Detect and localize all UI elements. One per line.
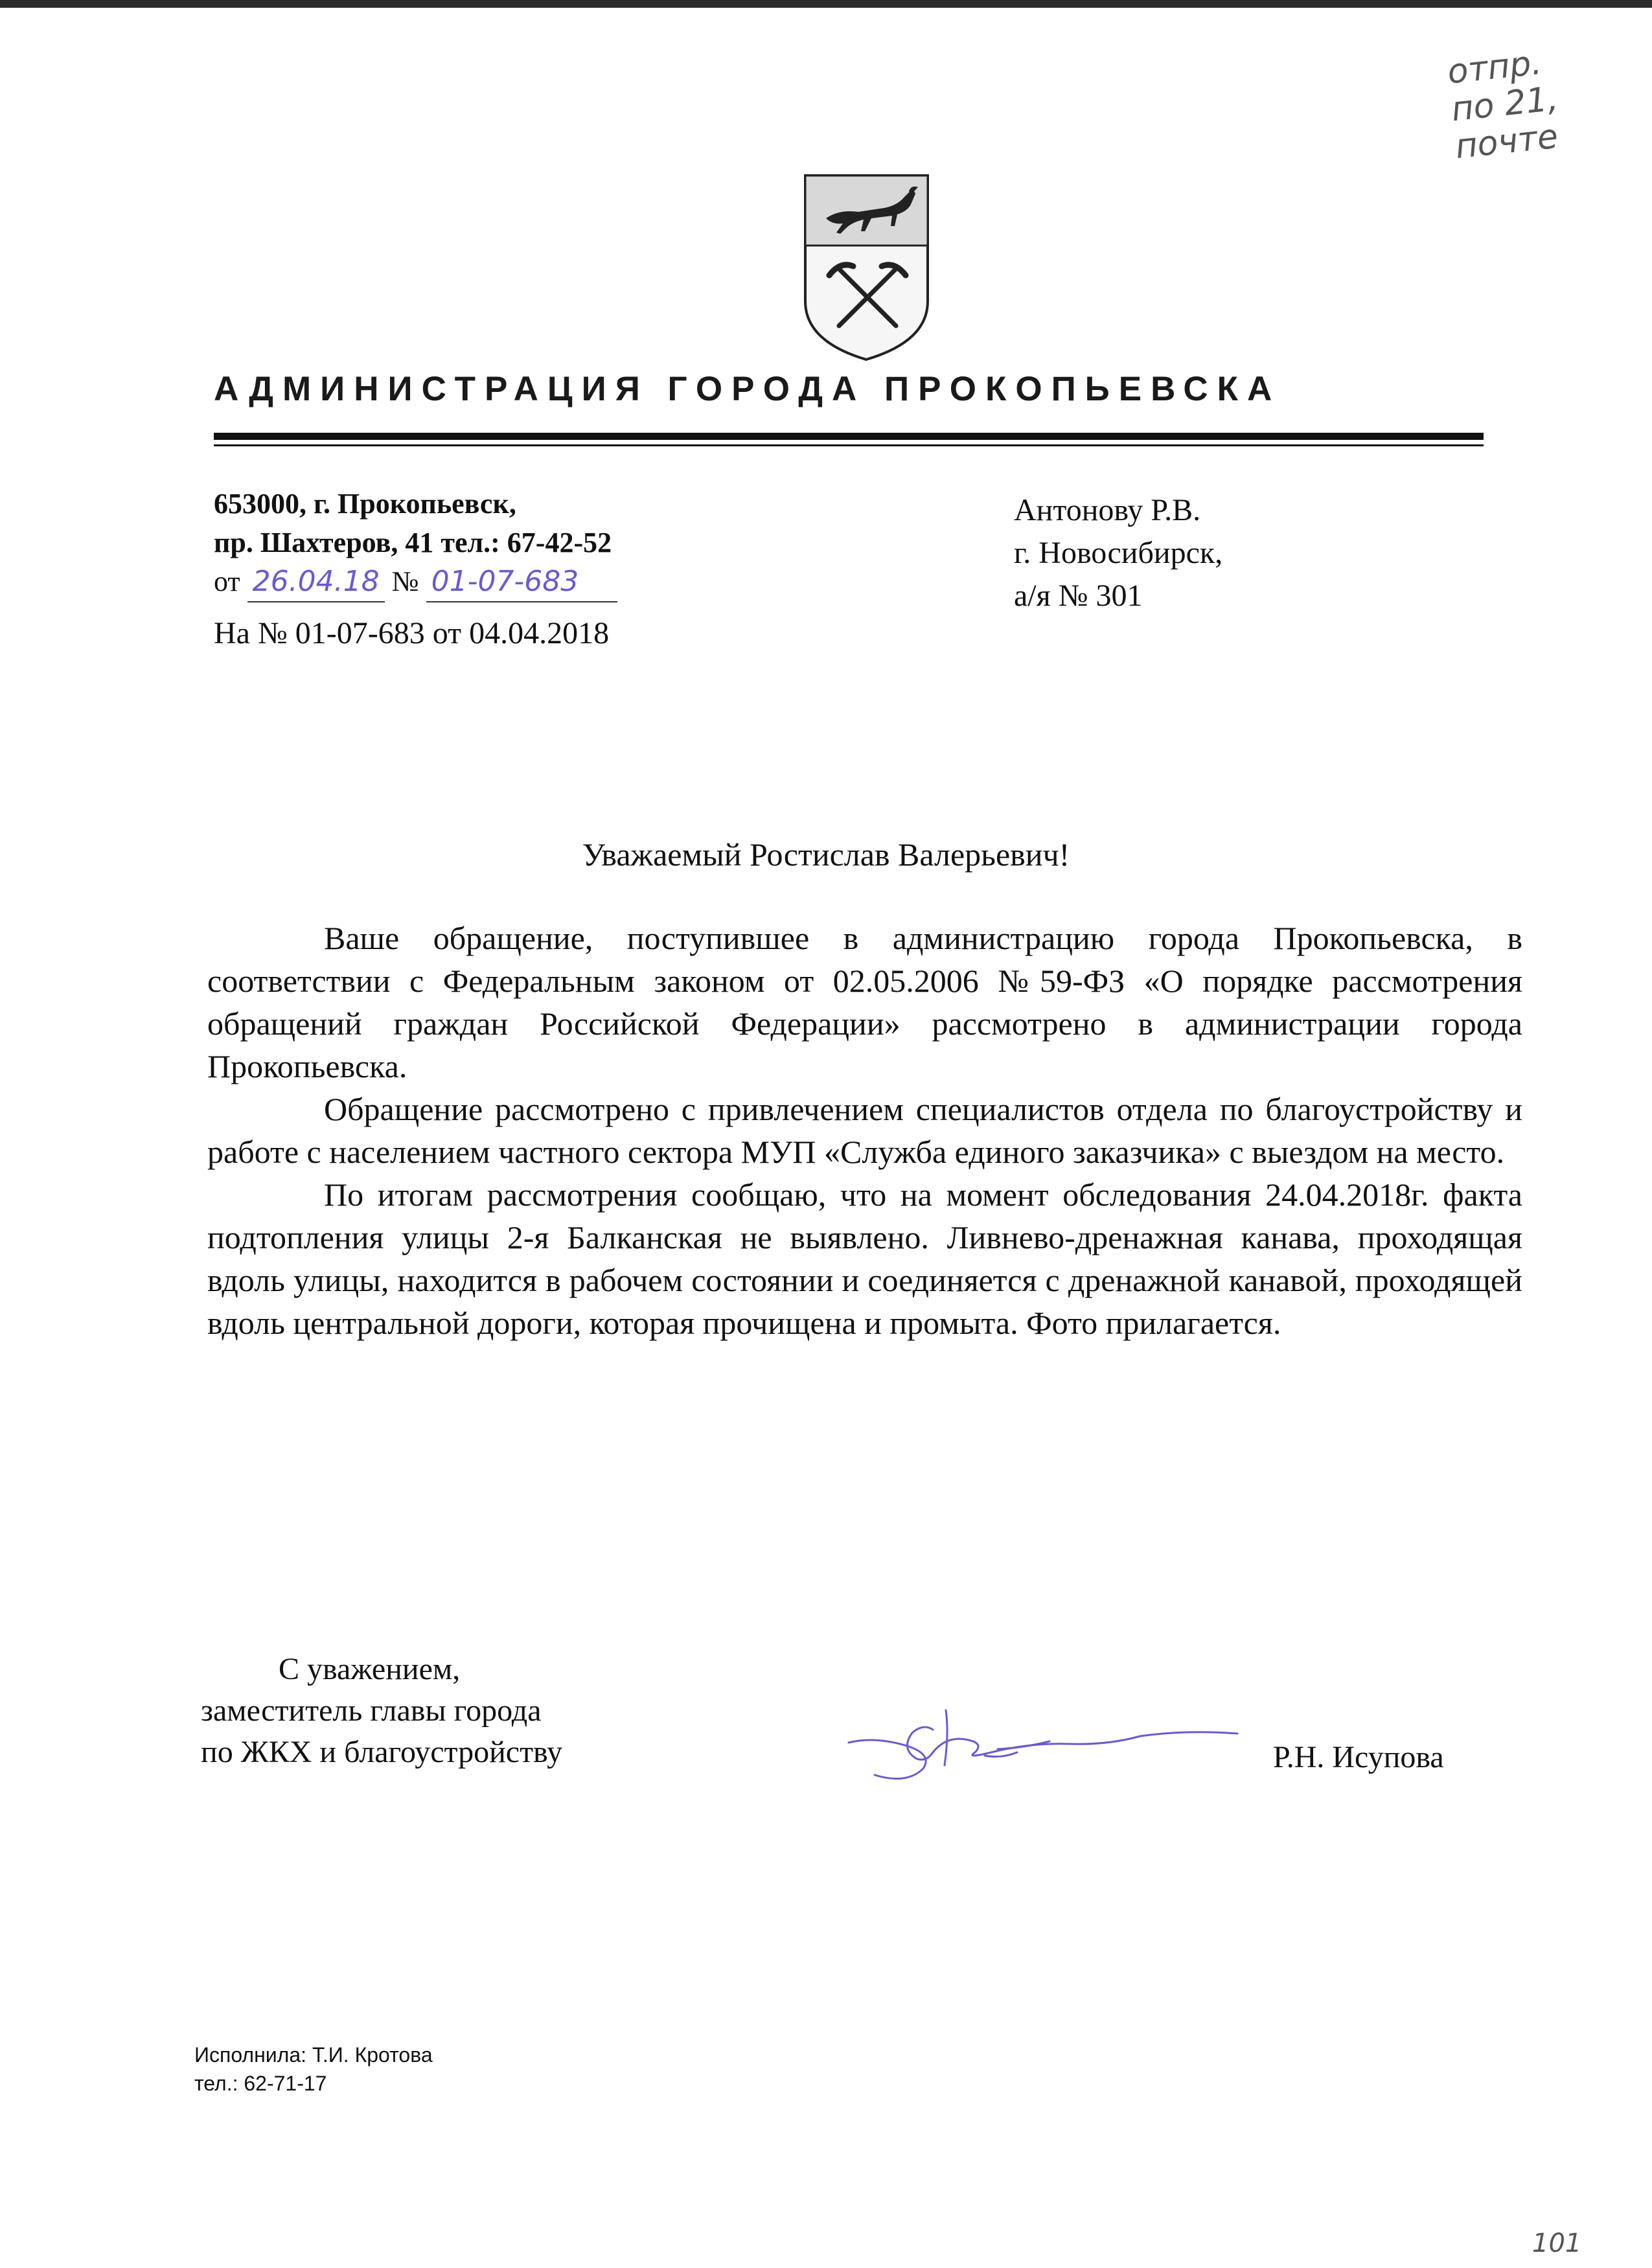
sender-address-line: 653000, г. Прокопьевск, (214, 488, 516, 520)
header-rule-thin (214, 444, 1484, 446)
body-paragraph: Ваше обращение, поступившее в администрацию города Прокопьевска, в соответствии с Федеральным законом от 02.05.2006 №59-ФЗ «О порядке рассмотрения обращений граждан Российской Федерации» рассмотрено в администрации города Прокопьевска. (207, 920, 1522, 1084)
handwritten-date: 26.04.18 (247, 562, 385, 602)
sender-address-phone-line: пр. Шахтеров, 41 тел.: 67-42-52 (214, 527, 612, 558)
signer-position: по ЖКХ и благоустройству (201, 1735, 563, 1769)
handwritten-signature (836, 1697, 1250, 1794)
letter-body (207, 917, 1522, 1344)
addressee-city: г. Новосибирск, (1014, 536, 1223, 570)
executor-block (194, 2041, 433, 2098)
executor-phone: тел.: 62-71-17 (194, 2072, 327, 2095)
organization-title: АДМИНИСТРАЦИЯ ГОРОДА ПРОКОПЬЕВСКА (214, 370, 1281, 408)
closing-regards: С уважением, (279, 1652, 461, 1686)
corner-note-line: отпр. (1445, 43, 1544, 92)
addressee-block (1014, 489, 1222, 617)
body-paragraph: Обращение рассмотрено с привлечением специалистов отдела по благоустройству и работе с населением частного сектора МУП «Служба единого заказчика» с выездом на место. (207, 1091, 1522, 1170)
body-paragraph: По итогам рассмотрения сообщаю, что на момент обследования 24.04.2018г. факта подтопления улицы 2-я Балканская не выявлено. Ливнево-дренажная канава, проходящая вдоль улицы, находится в рабочем состоянии и соединяется с дренажной канавой, проходящей вдоль центральной дороги, которая прочищена и промыта. Фото прилагается. (207, 1176, 1522, 1341)
addressee-name: Антонову Р.В. (1014, 493, 1201, 527)
corner-note-line: по 21, (1449, 79, 1560, 130)
sender-block (214, 485, 617, 602)
handwritten-corner-note (1446, 38, 1612, 166)
executor-name: Исполнила: Т.И. Кротова (194, 2043, 433, 2067)
handwritten-number: 01-07-683 (426, 562, 618, 602)
number-prefix: № (391, 566, 419, 597)
outgoing-registration-line (214, 562, 617, 602)
scan-edge-bar (0, 0, 1652, 8)
reply-reference: На № 01-07-683 от 04.04.2018 (214, 616, 610, 650)
signer-position: заместитель главы города (201, 1693, 542, 1728)
page-mark: 101 (1532, 2228, 1582, 2258)
closing-block (201, 1649, 562, 1773)
signer-name: Р.Н. Исупова (1273, 1740, 1444, 1774)
addressee-po-box: а/я № 301 (1014, 578, 1143, 613)
corner-note-line: почте (1453, 117, 1560, 167)
coat-of-arms-icon (800, 172, 933, 363)
salutation: Уважаемый Ростислав Валерьевич! (582, 836, 1070, 873)
header-rule (214, 433, 1484, 440)
date-prefix: от (214, 566, 240, 597)
